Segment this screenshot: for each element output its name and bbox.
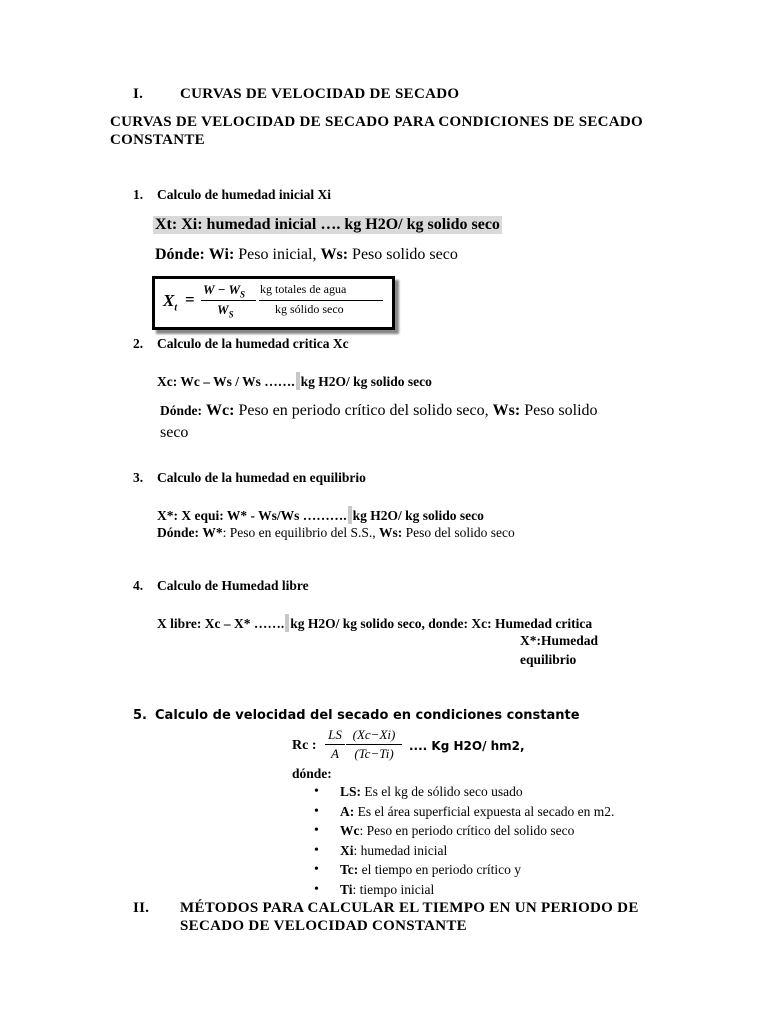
fraction-a: A [331,746,339,761]
ws-label: Ws: [379,525,403,540]
fraction-xc-xi: (Xc−Xi) [352,727,396,742]
ws-text: Peso solido seco [352,246,458,263]
equation-line [157,614,592,632]
list-item: • Wc: Peso en periodo crítico del solido seco [312,821,614,841]
fraction-tc-ti: (Tc−Ti) [354,746,394,761]
equation-line [157,506,484,524]
equation-continuation: equilibrio [520,652,577,667]
equation-continuation: X*:Humedad [520,633,599,648]
item-number: 3. [133,470,144,485]
text-caret [296,372,300,390]
fraction-bar [346,744,402,745]
wi-label: Wi: [208,246,235,263]
item-title: Calculo de la humedad critica Xc [157,336,349,351]
formula-unit-denominator: kg sólido seco [275,302,344,316]
wc-text: Peso en periodo crítico del solido seco, [238,402,489,419]
wi-text: Peso inicial, [238,246,317,263]
formula-denominator: $W_S$ [217,302,234,320]
equation-line [157,372,432,390]
w-star-label: W* [202,525,223,540]
donde-line [160,402,598,420]
equation-right: kg H2O/ kg solido seco [352,508,484,523]
list-item: • A: Es el área superficial expuesta al secado en m2. [312,802,614,822]
section-number: I. [133,86,144,102]
donde-line [157,525,515,541]
list-item: • Xi: humedad inicial [312,841,614,861]
w-star-text: : Peso en equilibrio del S.S., [222,525,376,540]
list-item: • Ti: tiempo inicial [312,880,614,900]
ws-text: Peso del solido seco [405,525,515,540]
formula-equals: = [185,290,195,309]
formula-unit-numerator: kg totales de agua [260,282,347,296]
donde-label: Dónde: [160,403,203,418]
item-number: 4. [133,578,144,593]
ws-label: Ws: [320,246,349,263]
donde-line [155,246,458,264]
list-item: • LS: Es el kg de sólido seco usado [312,782,614,802]
donde-continuation: seco [160,424,189,441]
text-caret [285,614,289,632]
fraction-ls: LS [328,727,342,742]
variable-list [312,782,614,900]
rc-label: Rc : [292,738,317,753]
ws-label: Ws: [492,402,521,419]
fraction-bar [325,744,345,745]
section-title: CURVAS DE VELOCIDAD DE SECADO [180,86,460,102]
section-number: II. [133,900,150,916]
donde-label: Dónde: [157,525,200,540]
formula-box [152,276,395,330]
item-title: Calculo de la humedad en equilibrio [157,470,366,485]
item-title: Calculo de humedad inicial Xi [157,187,332,202]
text-caret [348,506,352,524]
item-title: Calculo de velocidad del secado en condiciones constante [155,708,580,723]
equation-left: X*: X equi: W* - Ws/Ws ………. [157,508,347,523]
item-title: Calculo de Humedad libre [157,578,309,593]
ws-text: Peso solido [524,402,598,419]
donde-label: dónde: [292,766,332,781]
equation-right: kg H2O/ kg solido seco [300,374,432,389]
formula-lhs: $X_t$ [163,291,178,314]
highlighted-definition: Xt: Xi: humedad inicial …. kg H2O/ kg solido seco [155,216,500,233]
list-item: • Tc: el tiempo en periodo crítico y [312,860,614,880]
subtitle-line-2: CONSTANTE [110,132,205,148]
subtitle-line-1: CURVAS DE VELOCIDAD DE SECADO PARA CONDICIONES DE SECADO [110,114,644,130]
donde-label: Dónde: [155,246,205,263]
wc-label: Wc: [206,402,235,419]
item-number: 2. [133,336,144,351]
equation-left: X libre: Xc – X* ……. [157,616,285,631]
equation-right: kg H2O/ kg solido seco, donde: Xc: Humedad critica [290,616,593,631]
formula-numerator: $W - W_S$ [203,282,246,300]
item-number: 1. [133,187,144,202]
section-title: MÉTODOS PARA CALCULAR EL TIEMPO EN UN PERIODO DE [180,900,639,916]
rate-units: .... Kg H2O/ hm2, [409,739,525,753]
section-title-continuation: SECADO DE VELOCIDAD CONSTANTE [180,918,467,934]
item-number: 5. [133,708,147,723]
equation-left: Xc: Wc – Ws / Ws ……. [157,374,295,389]
